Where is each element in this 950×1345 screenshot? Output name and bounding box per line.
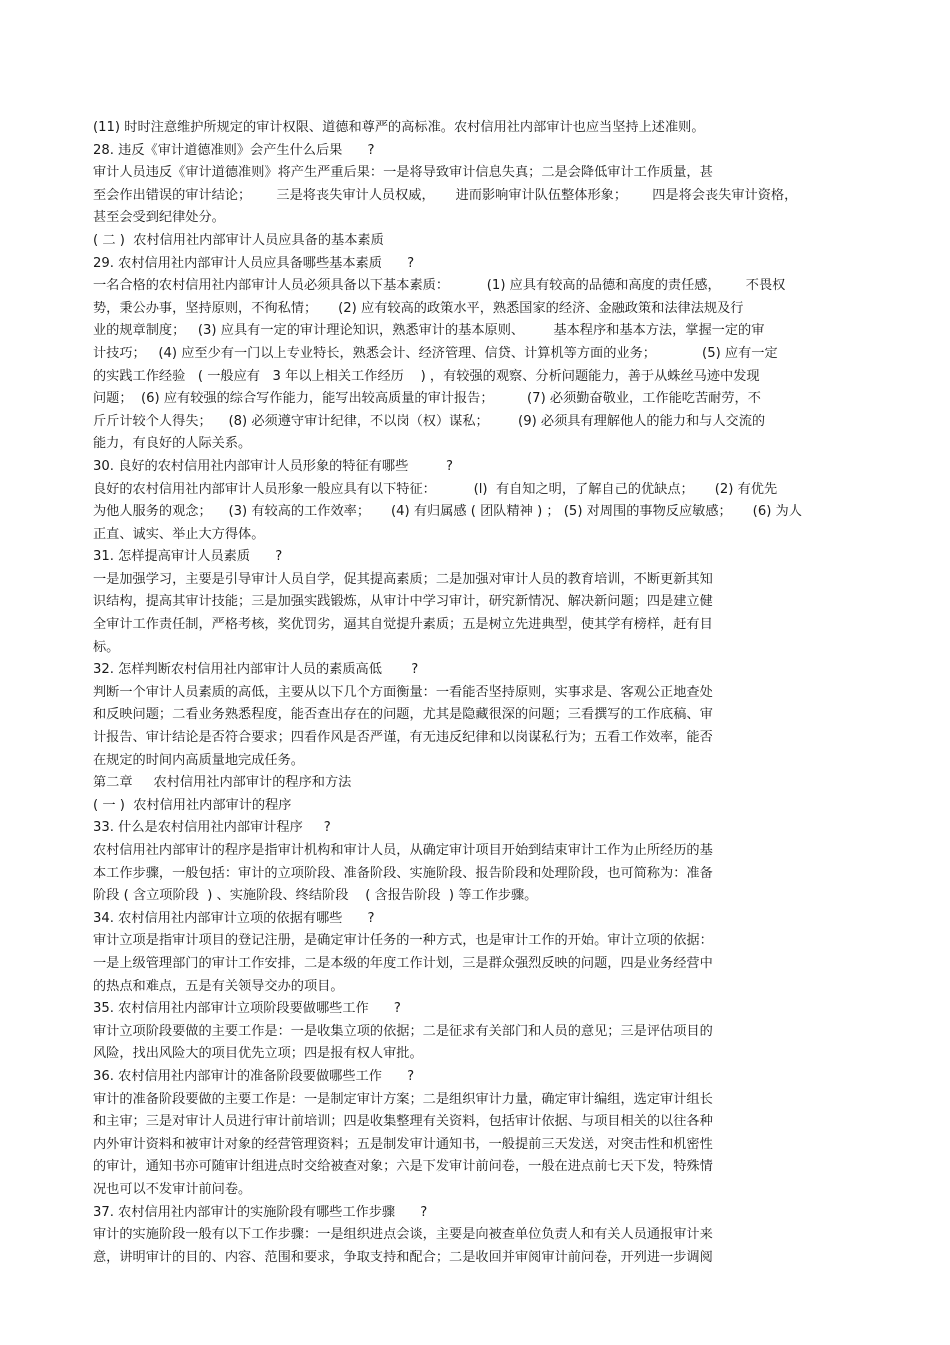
text-line: 风险，找出风险大的项目优先立项；四是报有权人审批。 bbox=[93, 1046, 423, 1062]
text-line: 30. 良好的农村信用社内部审计人员形象的特征有哪些 ? bbox=[93, 458, 454, 474]
text-line: 计技巧； (4) 应至少有一门以上专业特长，熟悉会计、经济管理、信贷、计算机等方面的业务； (5) 应有一定 bbox=[93, 345, 778, 361]
text-line: 识结构，提高其审计技能；三是加强实践锻炼，从审计中学习审计，研究新情况、解决新问题；四是建立健 bbox=[93, 594, 713, 610]
text-line: 能力，有良好的人际关系。 bbox=[93, 436, 252, 452]
text-line: 判断一个审计人员素质的高低，主要从以下几个方面衡量：一看能否坚持原则，实事求是、客观公正地查处 bbox=[93, 684, 713, 700]
text-line: 34. 农村信用社内部审计立项的依据有哪些 ? bbox=[93, 910, 375, 926]
document-body bbox=[93, 117, 883, 1269]
text-line: 35. 农村信用社内部审计立项阶段要做哪些工作 ? bbox=[93, 1001, 401, 1017]
text-line: 业的规章制度； (3) 应具有一定的审计理论知识，熟悉审计的基本原则、 基本程序和基本方法，掌握一定的审 bbox=[93, 323, 765, 339]
text-line: 36. 农村信用社内部审计的准备阶段要做哪些工作 ? bbox=[93, 1068, 415, 1084]
text-line: 计报告、审计结论是否符合要求；四看作风是否严谨，有无违反纪律和以岗谋私行为；五看工作效率，能否 bbox=[93, 730, 713, 746]
text-line: 阶段 ( 含立项阶段 ) 、实施阶段、终结阶段 ( 含报告阶段 ) 等工作步骤。 bbox=[93, 888, 538, 904]
text-line: 况也可以不发审计前问卷。 bbox=[93, 1181, 252, 1197]
text-line: 意，讲明审计的目的、内容、范围和要求，争取支持和配合；二是收回并审阅审计前问卷，开列进一步调阅 bbox=[93, 1249, 713, 1265]
text-line: ( 二 ) 农村信用社内部审计人员应具备的基本素质 bbox=[93, 232, 384, 248]
text-line: 审计人员违反《审计道德准则》将产生严重后果：一是将导致审计信息失真；二是会降低审计工作质量，甚 bbox=[93, 165, 713, 181]
text-line: 37. 农村信用社内部审计的实施阶段有哪些工作步骤 ? bbox=[93, 1204, 428, 1220]
text-line: 31. 怎样提高审计人员素质 ? bbox=[93, 549, 283, 565]
text-line: 审计的准备阶段要做的主要工作是：一是制定审计方案；二是组织审计力量，确定审计编组，选定审计组长 bbox=[93, 1091, 713, 1107]
text-line: 在规定的时间内高质量地完成任务。 bbox=[93, 752, 304, 768]
text-line: 29. 农村信用社内部审计人员应具备哪些基本素质 ? bbox=[93, 255, 415, 271]
text-line: 32. 怎样判断农村信用社内部审计人员的素质高低 ? bbox=[93, 662, 419, 678]
text-line: 审计立项是指审计项目的登记注册，是确定审计任务的一种方式，也是审计工作的开始。审计立项的依据： bbox=[93, 933, 713, 949]
text-line: 农村信用社内部审计的程序是指审计机构和审计人员，从确定审计项目开始到结束审计工作为止所经历的基 bbox=[93, 843, 713, 858]
text-line: 一名合格的农村信用社内部审计人员必须具备以下基本素质： (1) 应具有较高的品德和高度的责任感， 不畏权 bbox=[93, 278, 786, 294]
text-line: 斤斤计较个人得失； (8) 必须遵守审计纪律，不以岗（权）谋私； (9) 必须具有理解他人的能力和与人交流的 bbox=[93, 413, 766, 429]
text-line: 的审计，通知书亦可随审计组进点时交给被查对象；六是下发审计前问卷，一般在进点前七天下发，特殊情 bbox=[93, 1159, 713, 1175]
text-line: 内外审计资料和被审计对象的经营管理资料；五是制发审计通知书，一般提前三天发送，对突击性和机密性 bbox=[93, 1136, 713, 1152]
text-line: 本工作步骤，一般包括：审计的立项阶段、准备阶段、实施阶段、报告阶段和处理阶段，也可简称为：准备 bbox=[93, 865, 713, 881]
text-line: 一是上级管理部门的审计工作安排，二是本级的年度工作计划，三是群众强烈反映的问题，四是业务经营中 bbox=[93, 955, 713, 971]
text-line: 28. 违反《审计道德准则》会产生什么后果 ? bbox=[93, 142, 375, 158]
text-line: 全审计工作责任制，严格考核，奖优罚劣，逼其自觉提升素质；五是树立先进典型，使其学有榜样，赶有目 bbox=[93, 617, 713, 633]
text-line: 的热点和难点，五是有关领导交办的项目。 bbox=[93, 978, 344, 994]
text-line: 正直、诚实、举止大方得体。 bbox=[93, 526, 265, 542]
text-line: 至会作出错误的审计结论； 三是将丧失审计人员权威， 进而影响审计队伍整体形象； 四是将会丧失审计资格， bbox=[93, 187, 798, 203]
text-line: 第二章 农村信用社内部审计的程序和方法 bbox=[93, 775, 352, 791]
text-line: (11) 时时注意维护所规定的审计权限、道德和尊严的高标准。农村信用社内部审计也应当坚持上述准则。 bbox=[93, 120, 705, 135]
text-line: 和反映问题；二看业务熟悉程度，能否查出存在的问题，尤其是隐藏很深的问题；三看撰写的工作底稿、审 bbox=[93, 707, 713, 723]
text-line: 良好的农村信用社内部审计人员形象一般应具有以下特征： (l) 有自知之明，了解自己的优缺点； (2) 有优先 bbox=[93, 481, 778, 497]
text-line: 审计的实施阶段一般有以下工作步骤：一是组织进点会谈，主要是向被查单位负责人和有关人员通报审计来 bbox=[93, 1227, 713, 1243]
text-line: 33. 什么是农村信用社内部审计程序 ? bbox=[93, 820, 331, 836]
text-line: 势，秉公办事，坚持原则，不徇私情； (2) 应有较高的政策水平，熟悉国家的经济、金融政策和法律法规及行 bbox=[93, 300, 744, 316]
text-line: 审计立项阶段要做的主要工作是：一是收集立项的依据；二是征求有关部门和人员的意见；三是评估项目的 bbox=[93, 1023, 713, 1039]
text-line: 的实践工作经验 ( 一般应有 3 年以上相关工作经历 ) ，有较强的观察、分析问题能力，善于从蛛丝马迹中发现 bbox=[93, 368, 760, 384]
text-line: 为他人服务的观念； (3) 有较高的工作效率； (4) 有归属感 ( 团队精神 ) ； (5) 对周围的事物反应敏感； (6) 为人 bbox=[93, 504, 802, 520]
text-line: 一是加强学习，主要是引导审计人员自学，促其提高素质；二是加强对审计人员的教育培训，不断更新其知 bbox=[93, 571, 713, 587]
text-line: 标。 bbox=[93, 639, 120, 655]
text-line: ( 一 ) 农村信用社内部审计的程序 bbox=[93, 797, 292, 813]
text-line: 问题； (6) 应有较强的综合写作能力，能写出较高质量的审计报告； (7) 必须勤奋敬业，工作能吃苦耐劳，不 bbox=[93, 391, 761, 407]
text-line: 和主审；三是对审计人员进行审计前培训；四是收集整理有关资料，包括审计依据、与项目相关的以往各种 bbox=[93, 1114, 713, 1130]
text-line: 甚至会受到纪律处分。 bbox=[93, 210, 225, 226]
